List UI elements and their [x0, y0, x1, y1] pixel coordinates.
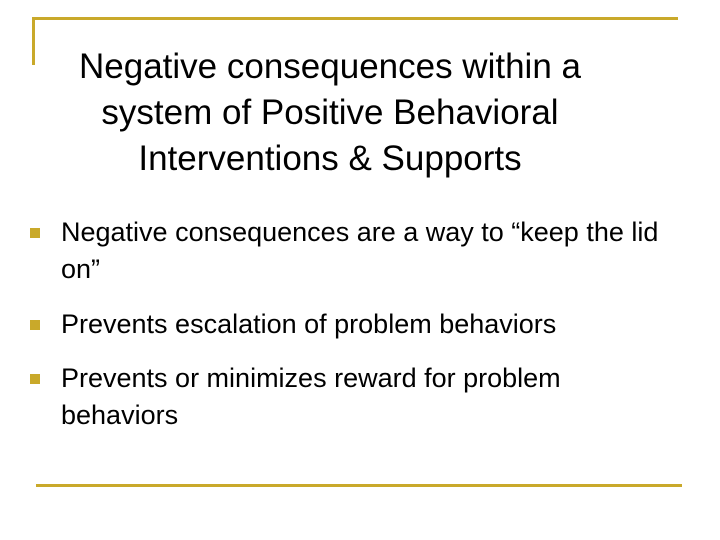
top-rule: [32, 17, 678, 20]
bullet-text: Negative consequences are a way to “keep the lid on”: [61, 217, 659, 284]
slide-title: Negative consequences within a system of Positive Behavioral Interventions & Supports: [79, 47, 581, 178]
bullet-item: [30, 360, 670, 434]
bottom-rule: [36, 484, 682, 487]
bullet-list: [30, 214, 670, 452]
square-bullet-icon: [30, 374, 40, 384]
square-bullet-icon: [30, 228, 40, 238]
bullet-item: [30, 214, 670, 288]
bullet-text: Prevents escalation of problem behaviors: [61, 309, 557, 339]
bullet-text: Prevents or minimizes reward for problem behaviors: [61, 363, 561, 430]
bullet-item: [30, 306, 670, 343]
square-bullet-icon: [30, 320, 40, 330]
